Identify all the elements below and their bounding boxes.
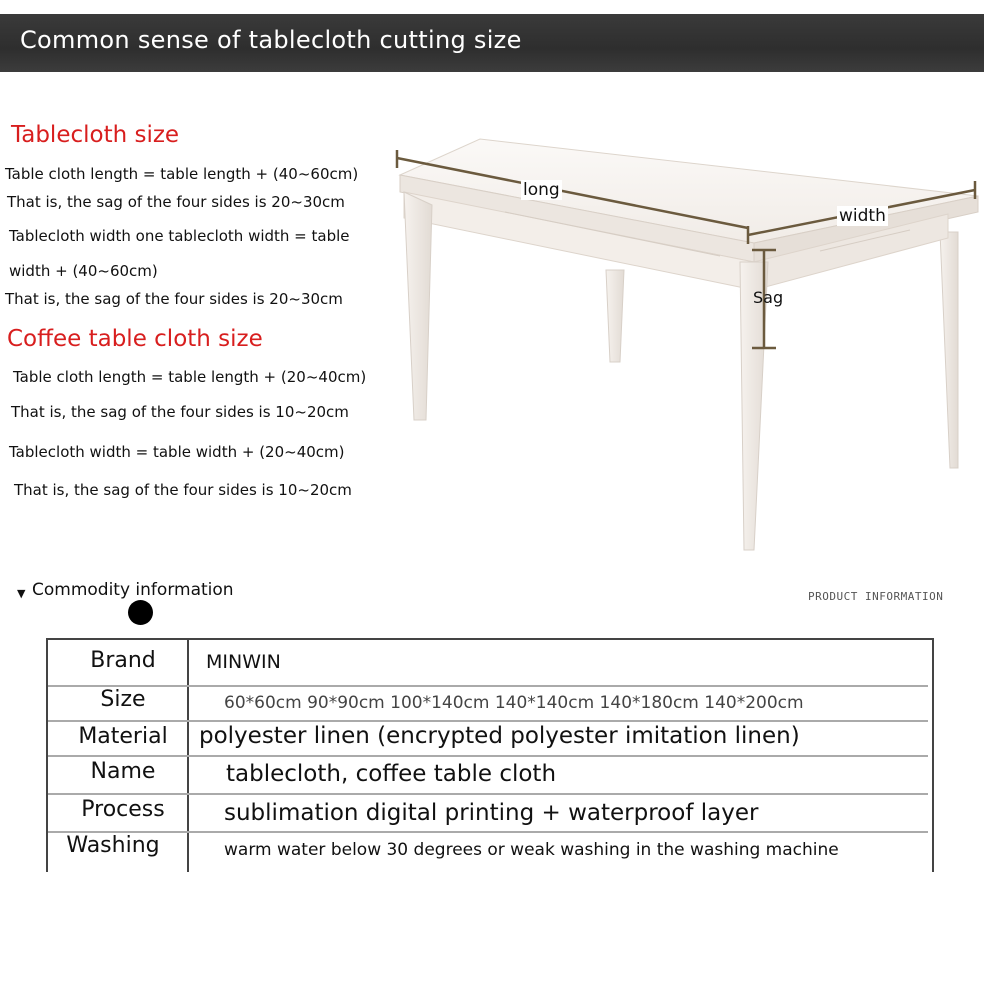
width-label: width: [839, 206, 886, 226]
coffee-line: Table cloth length = table length + (20~40cm): [13, 368, 367, 386]
tablecloth-size-title: Tablecloth size: [11, 122, 180, 148]
product-info-table: [46, 638, 934, 872]
page-title: Common sense of tablecloth cutting size: [20, 26, 522, 54]
coffee-size-title: Coffee table cloth size: [7, 326, 263, 352]
dot-marker: [128, 600, 153, 625]
tablecloth-line: Table cloth length = table length + (40~60cm): [5, 165, 359, 183]
product-information-label: PRODUCT INFORMATION: [808, 590, 944, 603]
row-key: Washing: [66, 833, 160, 858]
table-row-brand: [48, 640, 928, 687]
long-label: long: [523, 180, 560, 200]
tablecloth-line: Tablecloth width one tablecloth width = table: [9, 227, 350, 245]
table-row-name: [48, 757, 928, 795]
row-value: MINWIN: [206, 651, 281, 673]
row-value: polyester linen (encrypted polyester imitation linen): [199, 723, 800, 749]
row-value: sublimation digital printing + waterproof layer: [224, 800, 759, 826]
header-bar: [0, 14, 984, 72]
triangle-down-icon: ▼: [17, 587, 26, 600]
tablecloth-line: That is, the sag of the four sides is 20~30cm: [5, 290, 343, 308]
sag-label: Sag: [753, 288, 784, 307]
row-value: 60*60cm 90*90cm 100*140cm 140*140cm 140*180cm 140*200cm: [224, 693, 804, 713]
row-key: Material: [78, 724, 168, 749]
row-key: Brand: [90, 648, 156, 673]
row-key: Process: [81, 797, 165, 822]
table-row-process: [48, 795, 928, 833]
coffee-line: That is, the sag of the four sides is 10~20cm: [14, 481, 352, 499]
row-key: Size: [100, 687, 146, 712]
row-value: warm water below 30 degrees or weak washing in the washing machine: [224, 840, 839, 860]
coffee-line: Tablecloth width = table width + (20~40cm): [9, 443, 345, 461]
table-illustration: [390, 125, 990, 565]
table-row-size: [48, 687, 928, 722]
tablecloth-line: That is, the sag of the four sides is 20~30cm: [7, 193, 345, 211]
table-row-washing: [48, 833, 928, 867]
table-row-material: [48, 722, 928, 757]
tablecloth-line: width + (40~60cm): [9, 262, 158, 280]
row-key: Name: [90, 759, 156, 784]
coffee-line: That is, the sag of the four sides is 10~20cm: [11, 403, 349, 421]
commodity-title: Commodity information: [32, 580, 234, 600]
row-value: tablecloth, coffee table cloth: [226, 761, 557, 787]
